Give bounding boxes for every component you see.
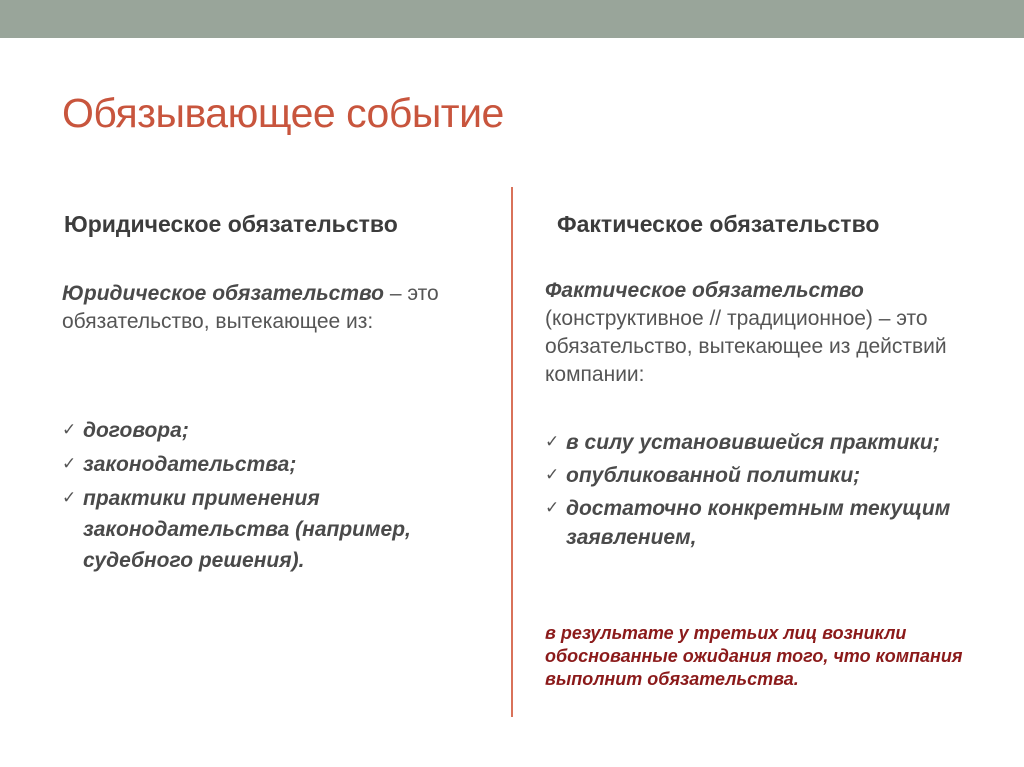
check-icon: ✓: [62, 420, 77, 440]
right-conclusion-note: в результате у третьих лиц возникли обоснованные ожидания того, что компания выполнит обязательства.: [545, 623, 963, 689]
slide-title: Обязывающее событие: [62, 90, 504, 136]
check-icon: ✓: [545, 498, 560, 518]
left-column-heading: Юридическое обязательство: [64, 211, 398, 237]
list-item: [62, 483, 482, 576]
list-item: [545, 428, 965, 457]
right-intro-text: [545, 277, 965, 389]
column-divider: [511, 187, 513, 717]
right-intro-term: Фактическое обязательство: [545, 279, 864, 302]
left-items-list: [62, 415, 482, 579]
right-intro-definition: (конструктивное // традиционное) – это обязательство, вытекающее из действий компании:: [545, 307, 947, 386]
list-item-text: опубликованной политики;: [566, 464, 861, 487]
check-icon: ✓: [545, 465, 560, 485]
left-intro-term: Юридическое обязательство: [62, 282, 384, 305]
list-item-text: практики применения законодательства (например, судебного решения).: [83, 487, 411, 572]
check-icon: ✓: [62, 454, 77, 474]
check-icon: ✓: [545, 432, 560, 452]
list-item-text: достаточно конкретным текущим заявлением,: [566, 497, 951, 549]
right-column-heading: Фактическое обязательство: [557, 211, 880, 237]
check-icon: ✓: [62, 488, 77, 508]
list-item: [62, 449, 482, 480]
list-item: [545, 494, 965, 552]
list-item-text: законодательства;: [83, 453, 297, 476]
list-item-text: договора;: [83, 419, 189, 442]
right-items-list: [545, 428, 965, 556]
list-item: [62, 415, 482, 446]
list-item-text: в силу установившейся практики;: [566, 431, 940, 454]
top-accent-bar: [0, 0, 1024, 38]
list-item: [545, 461, 965, 490]
left-intro-definition: – это обязательство, вытекающее из:: [62, 282, 439, 333]
left-intro-text: [62, 280, 492, 336]
